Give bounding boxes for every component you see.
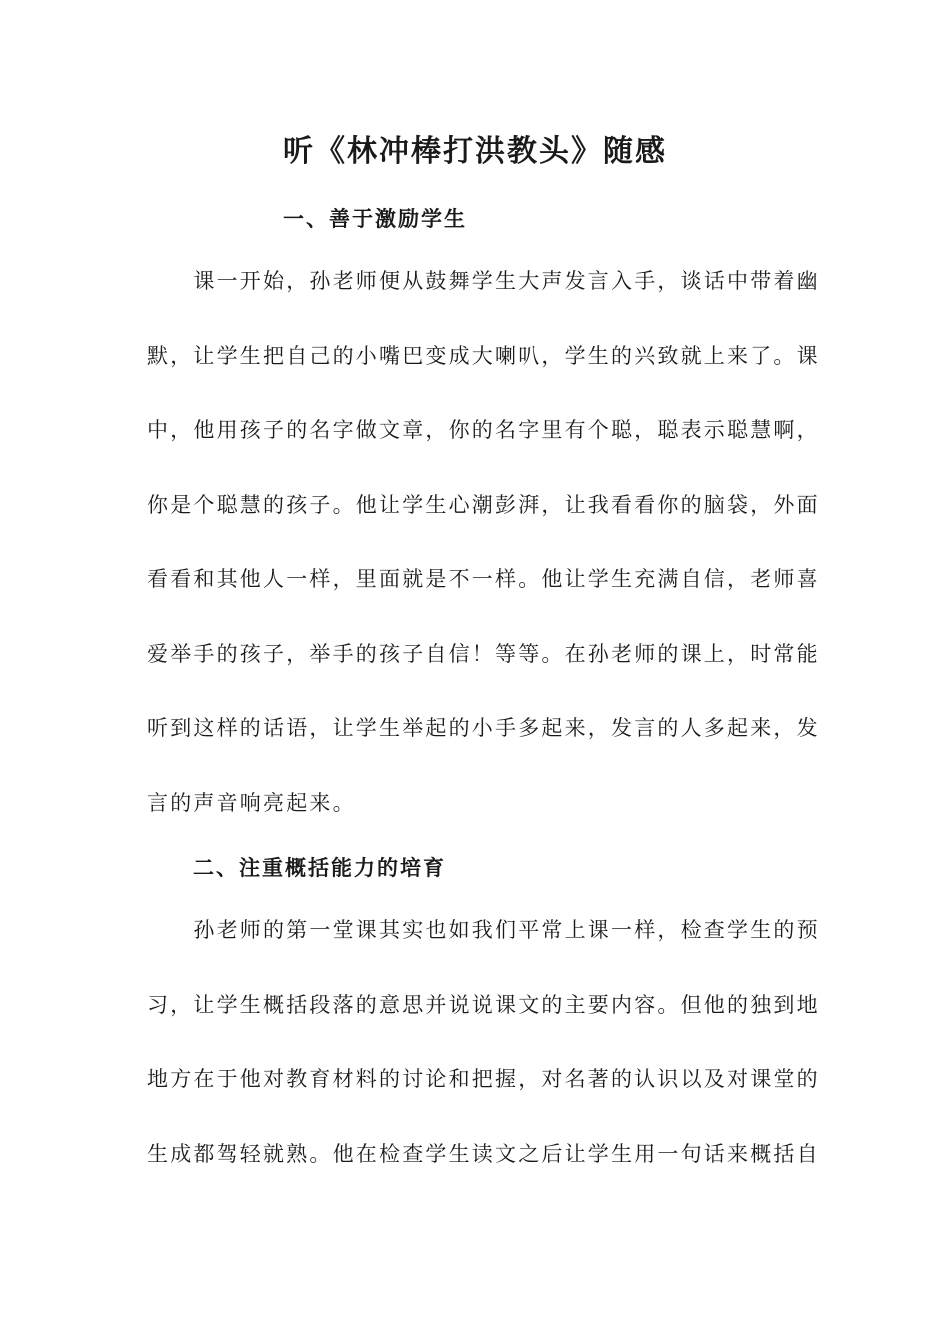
- paragraph-line: 课一开始，孙老师便从鼓舞学生大声发言入手，谈话中带着幽: [147, 269, 820, 293]
- section-heading-2: 二、注重概括能力的培育: [193, 855, 446, 880]
- paragraph-line: 生成都驾轻就熟。他在检查学生读文之后让学生用一句话来概括自: [147, 1141, 820, 1166]
- paragraph-line: 中，他用孩子的名字做文章，你的名字里有个聪，聪表示聪慧啊，: [147, 418, 820, 442]
- section-1-paragraph: [147, 244, 820, 840]
- paragraph-line: 看看和其他人一样，里面就是不一样。他让学生充满自信，老师喜: [147, 567, 820, 591]
- section-2-paragraph: [147, 893, 820, 1191]
- section-heading-1: 一、善于激励学生: [283, 206, 467, 231]
- paragraph-line: 言的声音响亮起来。: [147, 790, 356, 815]
- paragraph-line: 地方在于他对教育材料的讨论和把握，对名著的认识以及对课堂的: [147, 1067, 820, 1091]
- paragraph-line: 听到这样的话语，让学生举起的小手多起来，发言的人多起来，发: [147, 716, 820, 740]
- document-title: 听《林冲棒打洪教头》随感: [283, 134, 667, 169]
- paragraph-line: 爱举手的孩子，举手的孩子自信！等等。在孙老师的课上，时常能: [147, 641, 820, 666]
- paragraph-line: 你是个聪慧的孩子。他让学生心潮彭湃，让我看看你的脑袋，外面: [147, 492, 820, 517]
- paragraph-line: 默，让学生把自己的小嘴巴变成大喇叭，学生的兴致就上来了。课: [147, 343, 820, 368]
- paragraph-line: 习，让学生概括段落的意思并说说课文的主要内容。但他的独到地: [147, 992, 820, 1017]
- paragraph-line: 孙老师的第一堂课其实也如我们平常上课一样，检查学生的预: [147, 918, 820, 942]
